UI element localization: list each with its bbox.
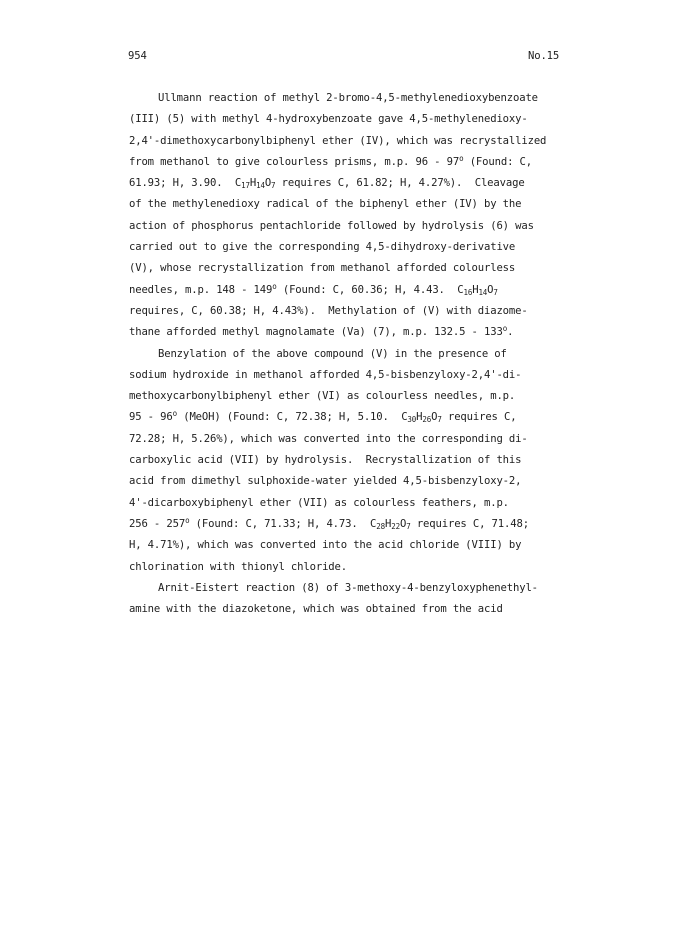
text-run: amine with the diazoketone, which was obtained from the acid xyxy=(129,603,503,616)
text-line xyxy=(129,578,569,599)
subscript: 16 xyxy=(463,287,473,297)
text-run: carried out to give the corresponding 4,5-dihydroxy-derivative xyxy=(129,241,516,254)
text-run: (Found: C, 71.33; H, 4.73. C xyxy=(189,517,377,530)
text-run: 256 - 257 xyxy=(129,517,186,530)
text-line xyxy=(129,88,569,109)
text-run: (MeOH) (Found: C, 72.38; H, 5.10. C xyxy=(176,411,408,424)
text-run: Benzylation of the above compound (V) in the presence of xyxy=(158,347,507,360)
text-run: . xyxy=(507,326,514,339)
text-line xyxy=(129,237,569,258)
text-line xyxy=(129,599,569,620)
subscript: 28 xyxy=(376,521,386,531)
text-run: H xyxy=(472,283,479,296)
text-run: 95 - 96 xyxy=(129,411,173,424)
text-line xyxy=(129,173,569,194)
text-run: O xyxy=(399,517,407,530)
text-line xyxy=(129,216,569,237)
subscript: 7 xyxy=(271,181,276,191)
text-run: chlorination with thionyl chloride. xyxy=(129,560,347,573)
subscript: 7 xyxy=(437,415,442,425)
text-run: Ullmann reaction of methyl 2-bromo-4,5-methylenedioxybenzoate xyxy=(158,92,538,104)
superscript: o xyxy=(172,409,177,419)
subscript: 22 xyxy=(391,521,400,531)
subscript: 30 xyxy=(407,415,417,425)
text-line xyxy=(129,471,569,492)
text-run: requires C, 61.82; H, 4.27%). Cleavage xyxy=(275,177,525,190)
text-run: action of phosphorus pentachloride followed by hydrolysis (6) was xyxy=(129,219,534,232)
text-line xyxy=(129,365,569,386)
text-run: O xyxy=(264,177,272,190)
issue-number: No.15 xyxy=(528,50,560,62)
text-line xyxy=(129,152,569,173)
text-run: carboxylic acid (VII) by hydrolysis. Recrystallization of this xyxy=(129,454,522,467)
text-line xyxy=(129,258,569,279)
text-line xyxy=(129,344,569,365)
text-run: H, 4.71%), which was converted into the acid chloride (VIII) by xyxy=(129,539,522,552)
text-line xyxy=(129,535,569,556)
text-line xyxy=(129,322,569,343)
text-run: (V), whose recrystallization from methanol afforded colourless xyxy=(129,262,516,275)
superscript: o xyxy=(272,281,277,291)
subscript: 7 xyxy=(406,521,411,531)
subscript: 14 xyxy=(478,287,488,297)
text-run: O xyxy=(487,283,494,296)
text-line xyxy=(129,386,569,407)
page-number: 954 xyxy=(128,50,147,62)
superscript: o xyxy=(502,324,508,334)
text-run: thane afforded methyl magnolamate (Va) (7), m.p. 132.5 - 133 xyxy=(129,326,503,339)
text-line xyxy=(129,557,569,578)
text-run: requires C, 71.48; xyxy=(410,517,529,530)
text-run: (Found: C, 60.36; H, 4.43. C xyxy=(276,283,464,296)
text-run: acid from dimethyl sulphoxide-water yielded 4,5-bisbenzyloxy-2, xyxy=(129,475,522,488)
text-line xyxy=(129,109,569,130)
text-run: (Found: C, xyxy=(463,155,532,168)
text-line xyxy=(129,194,569,215)
text-line xyxy=(129,407,569,428)
text-line xyxy=(129,493,569,514)
text-line xyxy=(129,301,569,322)
subscript: 7 xyxy=(493,287,498,297)
text-line xyxy=(129,450,569,471)
text-run: 2,4'-dimethoxycarbonylbiphenyl ether (IV), which was recrystallized xyxy=(129,134,547,147)
text-run: sodium hydroxide in methanol afforded 4,5-bisbenzyloxy-2,4'-di- xyxy=(129,368,522,381)
subscript: 26 xyxy=(422,415,432,425)
superscript: o xyxy=(185,515,190,525)
text-line xyxy=(129,429,569,450)
text-run: needles, m.p. 148 - 149 xyxy=(129,283,273,296)
text-run: requires, C, 60.38; H, 4.43%). Methylation of (V) with diazome- xyxy=(129,304,528,317)
text-run: 4'-dicarboxybiphenyl ether (VII) as colourless feathers, m.p. xyxy=(129,496,509,509)
text-run: H xyxy=(416,411,423,424)
subscript: 17 xyxy=(241,181,250,191)
text-run: methoxycarbonylbiphenyl ether (VI) as colourless needles, m.p. xyxy=(129,390,516,403)
text-line xyxy=(129,280,569,301)
text-run: Arnit-Eistert reaction (8) of 3-methoxy-4-benzyloxyphenethyl- xyxy=(158,581,538,594)
text-run: O xyxy=(431,411,438,424)
text-run: H xyxy=(249,177,257,190)
text-run: (III) (5) with methyl 4-hydroxybenzoate gave 4,5-methylenedioxy- xyxy=(129,113,528,126)
text-run: 61.93; H, 3.90. C xyxy=(129,177,242,190)
body-text xyxy=(129,88,569,620)
text-run: requires C, xyxy=(441,411,517,424)
text-line xyxy=(129,131,569,152)
text-run: 72.28; H, 5.26%), which was converted into the corresponding di- xyxy=(129,432,528,445)
superscript: o xyxy=(459,153,464,163)
subscript: 14 xyxy=(256,181,265,191)
text-run: H xyxy=(385,517,392,530)
text-run: from methanol to give colourless prisms, m.p. 96 - 97 xyxy=(129,155,460,168)
text-line xyxy=(129,514,569,535)
text-run: of the methylenedioxy radical of the biphenyl ether (IV) by the xyxy=(129,198,522,211)
